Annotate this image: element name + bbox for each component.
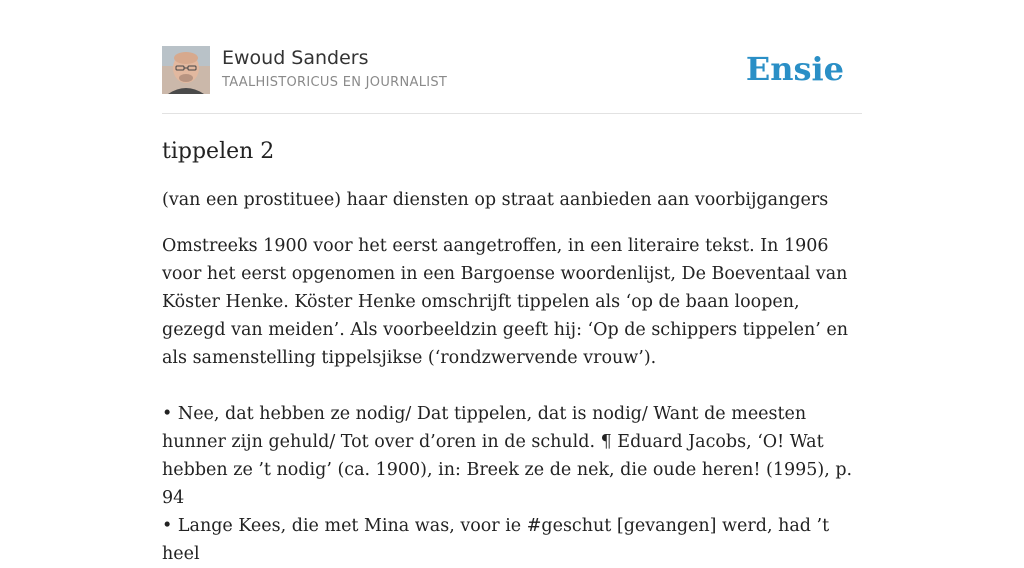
author-name[interactable]: Ewoud Sanders — [222, 47, 369, 69]
brand-logo[interactable]: Ensie — [745, 50, 844, 88]
entry-body: Omstreeks 1900 voor het eerst aangetroffen, in een literaire tekst. In 1906 voor het eerst opgenomen in een Bargoense woordenlijst, De Boeventaal van Köster Henke. Köster Henke omschrijft tippelen als ‘op de baan loopen, gezegd van meiden’. Als voorbeeldzin geeft hij: ‘Op de schippers tippelen’ en als samenstelling tippelsjikse (‘rondzwervende vrouw’). — [162, 236, 849, 368]
citation-item: • Lange Kees, die met Mina was, voor ie #geschut [gevangen] werd, had ’t heel — [162, 516, 830, 564]
entry-content — [162, 136, 862, 568]
author-header — [162, 46, 862, 96]
header-divider — [162, 113, 862, 114]
entry-definition: (van een prostituee) haar diensten op straat aanbieden aan voorbijgangers — [162, 190, 829, 210]
citation-item: • Nee, dat hebben ze nodig/ Dat tippelen, dat is nodig/ Want de meesten hunner zijn gehuld/ Tot over d’oren in de schuld. ¶ Eduard Jacobs, ‘O! Wat hebben ze ’t nodig’ (ca. 1900), in: Breek ze de nek, die oude heren! (1995), p. 94 — [162, 404, 853, 508]
avatar[interactable] — [162, 46, 210, 94]
entry-title: tippelen 2 — [162, 139, 275, 164]
avatar-photo-icon — [162, 46, 210, 94]
paragraph-gap — [162, 372, 862, 400]
author-role: TAALHISTORICUS EN JOURNALIST — [222, 75, 448, 90]
